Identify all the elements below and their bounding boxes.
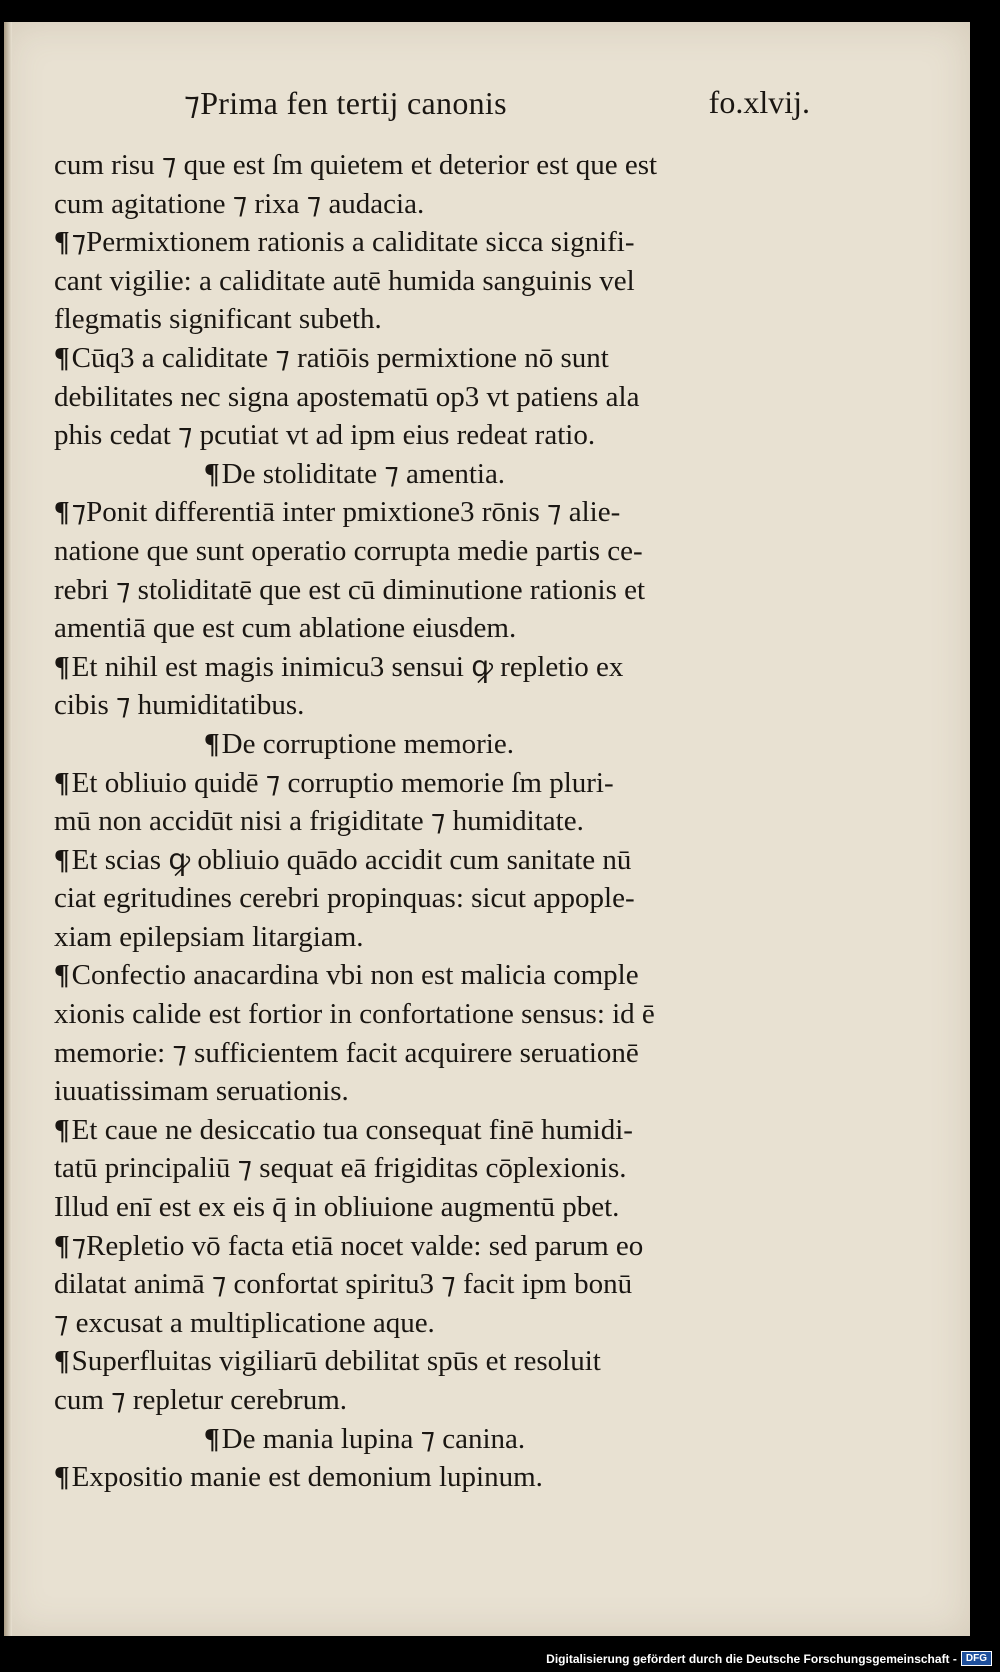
line-text: Cūq3 a caliditate ⁊ ratiōis permixtione nō sunt <box>71 341 609 374</box>
book-page <box>4 22 970 1636</box>
paragraph-mark: ¶ <box>204 1422 220 1455</box>
line-text: ⁊ excusat a multiplicatione aque. <box>54 1306 435 1339</box>
running-head: ⁊Prima fen tertij canonis <box>184 85 507 121</box>
line-text: Expositio manie est demonium lupinum. <box>71 1461 543 1494</box>
text-line <box>54 223 854 262</box>
line-text: debilitates nec signa apostematū op3 vt patiens ala <box>54 380 640 413</box>
section-heading <box>54 725 854 764</box>
text-line <box>54 841 854 880</box>
paragraph-mark: ¶ <box>54 959 70 992</box>
line-text: cibis ⁊ humiditatibus. <box>54 689 305 722</box>
line-text: tatū principaliū ⁊ sequat eā frigiditas cōplexionis. <box>54 1152 627 1185</box>
page-header <box>184 84 810 134</box>
line-text: ciat egritudines cerebri propinquas: sicut appople- <box>54 882 635 915</box>
line-text: cum risu ⁊ que est ſm quietem et deterior est que est <box>54 149 658 181</box>
paragraph-mark: ¶ <box>54 1113 70 1146</box>
text-line <box>54 1381 854 1420</box>
paragraph-mark: ¶ <box>54 1461 70 1494</box>
paragraph-mark: ¶ <box>54 496 70 529</box>
line-text: iuuatissimam seruationis. <box>54 1075 349 1108</box>
section-heading <box>54 1420 854 1459</box>
line-text: mū non accidūt nisi a frigiditate ⁊ humiditate. <box>54 805 584 838</box>
line-text: cum ⁊ repletur cerebrum. <box>54 1384 348 1416</box>
line-text: cum agitatione ⁊ rixa ⁊ audacia. <box>54 187 425 220</box>
line-text: cant vigilie: a caliditate autē humida sanguinis vel <box>54 264 635 297</box>
line-text: ⁊Ponit differentiā inter pmixtione3 rōnis ⁊ alie- <box>71 496 621 529</box>
text-line <box>54 764 854 803</box>
text-block <box>54 146 854 1497</box>
paragraph-mark: ¶ <box>204 727 220 760</box>
line-text: natione que sunt operatio corrupta medie partis ce- <box>54 534 643 567</box>
line-text: Superfluitas vigiliarū debilitat spūs et resoluit <box>71 1345 601 1378</box>
line-text: rebri ⁊ stoliditatē que est cū diminutione rationis et <box>54 573 646 606</box>
text-line <box>54 339 854 378</box>
folio-number: fo.xlvij. <box>708 84 810 120</box>
paragraph-mark: ¶ <box>54 1229 70 1262</box>
digitization-footer <box>546 1651 992 1666</box>
line-text: ⁊Permixtionem rationis a caliditate sicca signifi- <box>71 226 635 259</box>
text-line <box>54 879 854 918</box>
line-text: Confectio anacardina vbi non est malicia comple <box>71 959 639 992</box>
paragraph-mark: ¶ <box>54 766 70 799</box>
line-text: Et obliuio quidē ⁊ corruptio memorie ſm pluri- <box>71 766 614 799</box>
page-gutter <box>4 22 12 1636</box>
text-line <box>54 1034 854 1073</box>
line-text: Et scias ꝙ obliuio quādo accidit cum sanitate nū <box>71 843 632 876</box>
text-line <box>54 262 854 301</box>
line-text: De stoliditate ⁊ amentia. <box>221 457 506 490</box>
text-line <box>54 378 854 417</box>
line-text: xionis calide est fortior in confortatione sensus: id ē <box>54 998 655 1031</box>
text-line <box>54 648 854 687</box>
text-line <box>54 995 854 1034</box>
text-line <box>54 146 854 185</box>
text-line <box>54 532 854 571</box>
text-line <box>54 956 854 995</box>
section-heading <box>54 455 854 494</box>
text-line <box>54 1072 854 1111</box>
line-text: flegmatis significant subeth. <box>54 303 382 336</box>
text-line <box>54 918 854 957</box>
line-text: Et nihil est magis inimicu3 sensui ꝙ repletio ex <box>71 650 624 683</box>
line-text: De corruptione memorie. <box>221 727 514 760</box>
footer-credit: Digitalisierung gefördert durch die Deutsche Forschungsgemeinschaft - <box>546 1651 957 1666</box>
text-line <box>54 609 854 648</box>
line-text: dilatat animā ⁊ confortat spiritu3 ⁊ facit ipm bonū <box>54 1268 633 1301</box>
paragraph-mark: ¶ <box>54 843 70 876</box>
text-line <box>54 1149 854 1188</box>
line-text: amentiā que est cum ablatione eiusdem. <box>54 612 517 645</box>
text-line <box>54 686 854 725</box>
text-line <box>54 300 854 339</box>
line-text: Et caue ne desiccatio tua consequat finē humidi- <box>71 1113 633 1146</box>
line-text: xiam epilepsiam litargiam. <box>54 920 364 953</box>
paragraph-mark: ¶ <box>54 650 70 683</box>
text-line <box>54 802 854 841</box>
dfg-logo: DFG <box>961 1651 992 1666</box>
paragraph-mark: ¶ <box>54 226 70 259</box>
text-line <box>54 1342 854 1381</box>
line-text: Illud enī est ex eis q̄ in obliuione augmentū pbet. <box>54 1191 620 1224</box>
text-line <box>54 1304 854 1343</box>
text-line <box>54 1227 854 1266</box>
line-text: ⁊Repletio vō facta etiā nocet valde: sed parum eo <box>71 1229 644 1262</box>
text-line <box>54 1188 854 1227</box>
line-text: De mania lupina ⁊ canina. <box>221 1422 526 1455</box>
text-line <box>54 1111 854 1150</box>
text-line <box>54 1265 854 1304</box>
paragraph-mark: ¶ <box>204 457 220 490</box>
paragraph-mark: ¶ <box>54 1345 70 1378</box>
text-line <box>54 571 854 610</box>
text-line <box>54 416 854 455</box>
line-text: phis cedat ⁊ pcutiat vt ad ipm eius redeat ratio. <box>54 419 596 452</box>
text-line <box>54 1458 854 1497</box>
text-line <box>54 185 854 224</box>
line-text: memorie: ⁊ sufficientem facit acquirere seruationē <box>54 1036 639 1069</box>
text-line <box>54 493 854 532</box>
paragraph-mark: ¶ <box>54 341 70 374</box>
